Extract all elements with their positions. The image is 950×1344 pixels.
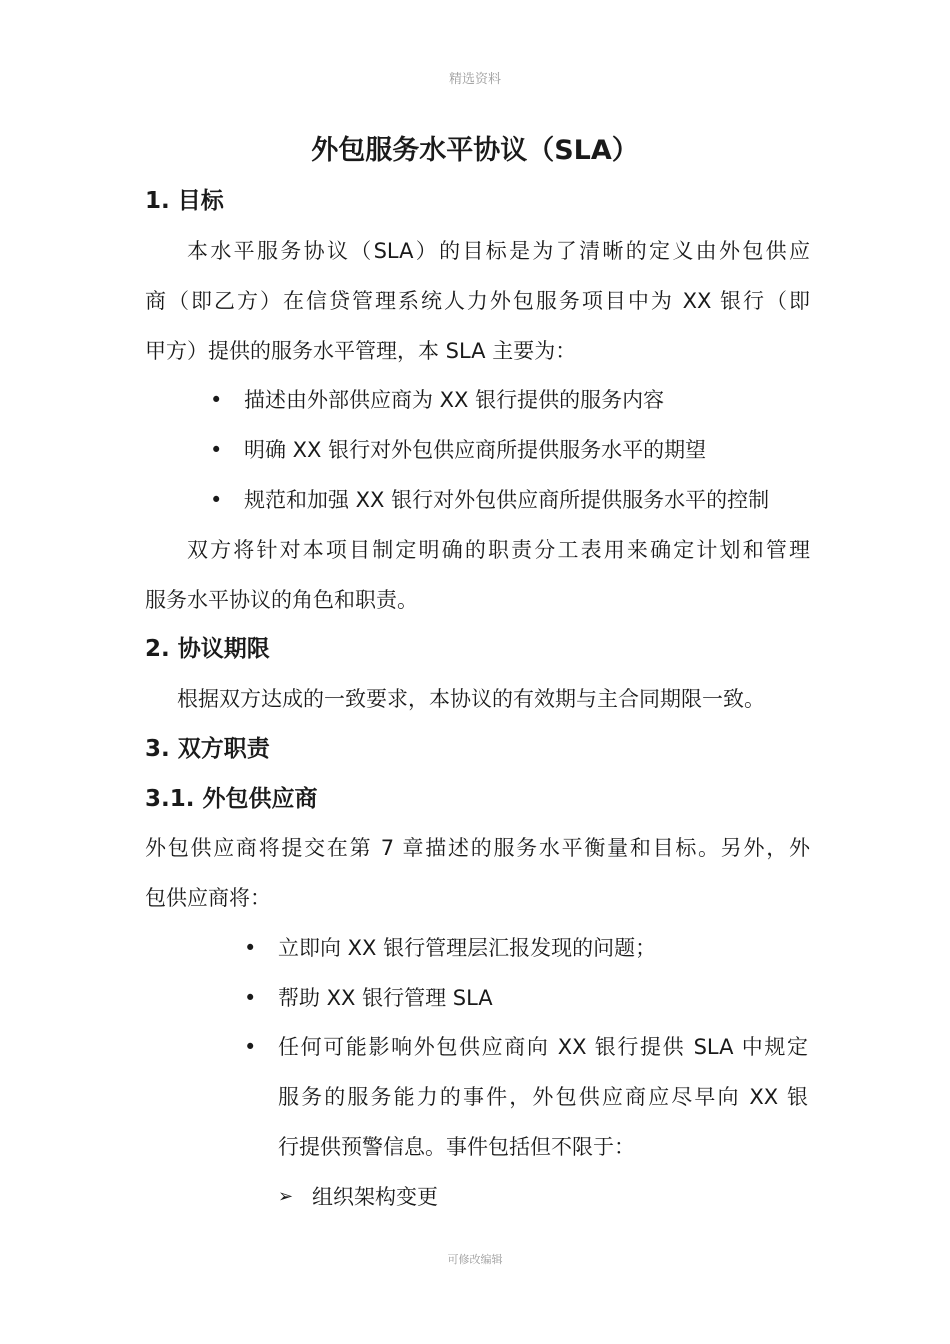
s1-para2-line2: 服务水平协议的角色和职责。 <box>145 588 418 612</box>
page-header: 精选资料 <box>448 72 501 87</box>
s31-bullet3-line2: 服务的服务能力的事件，外包供应商应尽早向 XX 银 <box>278 1085 808 1109</box>
list-item-text: 规范和加强 XX 银行对外包供应商所提供服务水平的控制 <box>244 488 770 512</box>
bullet-icon: • <box>210 388 223 412</box>
bullet-icon: • <box>210 438 223 462</box>
list-item-text: 明确 XX 银行对外包供应商所提供服务水平的期望 <box>244 438 707 462</box>
s1-para2-line1: 双方将针对本项目制定明确的职责分工表用来确定计划和管理 <box>187 538 810 562</box>
document-title: 外包服务水平协议（SLA） <box>311 135 639 166</box>
s1-para1-line2: 商（即乙方）在信贷管理系统人力外包服务项目中为 XX 银行（即 <box>145 289 810 313</box>
list-item-text: 帮助 XX 银行管理 SLA <box>278 986 493 1010</box>
bullet-icon: • <box>244 986 257 1010</box>
s31-bullet3-line3: 行提供预警信息。事件包括但不限于： <box>278 1135 635 1159</box>
section-3-1-heading: 3.1. 外包供应商 <box>145 786 318 812</box>
s2-para: 根据双方达成的一致要求，本协议的有效期与主合同期限一致。 <box>177 687 765 711</box>
section-3-heading: 3. 双方职责 <box>145 736 270 762</box>
bullet-icon: • <box>210 488 223 512</box>
page-footer: 可修改编辑 <box>447 1253 503 1266</box>
bullet-icon: • <box>244 1035 257 1059</box>
list-item-text: 立即向 XX 银行管理层汇报发现的问题； <box>278 936 657 960</box>
s31-para-line2: 包供应商将： <box>145 886 271 910</box>
s31-para-line1: 外包供应商将提交在第 7 章描述的服务水平衡量和目标。另外，外 <box>145 836 810 860</box>
list-item-text: 描述由外部供应商为 XX 银行提供的服务内容 <box>244 388 665 412</box>
section-2-heading: 2. 协议期限 <box>145 636 270 662</box>
section-1-heading: 1. 目标 <box>145 188 224 214</box>
s31-bullet3-line1: 任何可能影响外包供应商向 XX 银行提供 SLA 中规定 <box>278 1035 808 1059</box>
sub-list-item-text: 组织架构变更 <box>312 1185 438 1209</box>
s1-para1-line1: 本水平服务协议（SLA）的目标是为了清晰的定义由外包供应 <box>187 239 810 263</box>
s1-para1-line3: 甲方）提供的服务水平管理，本 SLA 主要为： <box>145 339 577 363</box>
arrow-bullet-icon: ➢ <box>278 1186 294 1207</box>
bullet-icon: • <box>244 936 257 960</box>
